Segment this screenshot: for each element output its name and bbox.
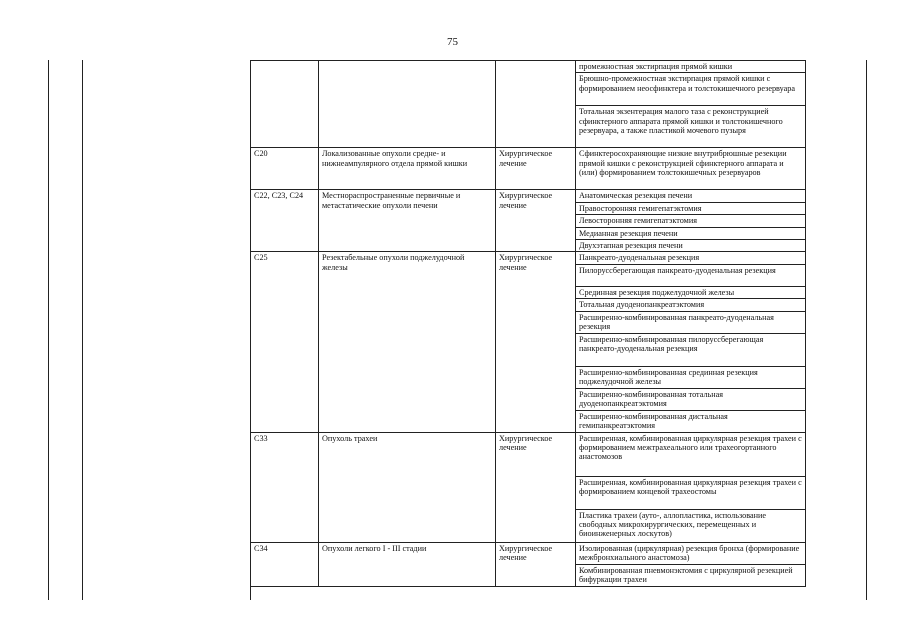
- treatment-table-body: [251, 61, 806, 587]
- treatment-type-cell: [496, 61, 576, 148]
- left-border-line: [48, 60, 49, 600]
- method-cell: Расширенно-комбинированная панкреато-дуоденальная резекция: [576, 311, 806, 333]
- method-cell: Расширенно-комбинированная пилоруссберегающая панкреато-дуоденальная резекция: [576, 333, 806, 366]
- diagnosis-cell: Локализованные опухоли средне- и нижнеампулярного отдела прямой кишки: [319, 148, 496, 190]
- table-row: [251, 432, 806, 476]
- diagnosis-cell: Местнораспространенные первичные и метастатические опухоли печени: [319, 190, 496, 252]
- diagnosis-code-cell: C33: [251, 432, 319, 542]
- diagnosis-cell: Резектабельные опухоли поджелудочной железы: [319, 252, 496, 432]
- method-cell: Расширенная, комбинированная циркулярная резекция трахеи с формированием концевой трахеостомы: [576, 476, 806, 509]
- diagnosis-code-cell: C20: [251, 148, 319, 190]
- method-cell: Панкреато-дуоденальная резекция: [576, 252, 806, 264]
- method-cell: Комбинированная пневмонэктомия с циркулярной резекцией бифуркации трахеи: [576, 564, 806, 586]
- method-cell: Изолированная (циркулярная) резекция бронха (формирование межбронхиального анастомоза): [576, 542, 806, 564]
- method-cell: Расширенная, комбинированная циркулярная резекция трахеи с формированием межтрахеального или трахеогортанного анастомозов: [576, 432, 806, 476]
- diagnosis-code-cell: [251, 61, 319, 148]
- method-cell: Расширенно-комбинированная срединная резекция поджелудочной железы: [576, 366, 806, 388]
- treatment-type-cell: Хирургическое лечение: [496, 432, 576, 542]
- method-cell: Расширенно-комбинированная тотальная дуоденопанкреатэктомия: [576, 388, 806, 410]
- diagnosis-cell: Опухоль трахеи: [319, 432, 496, 542]
- diagnosis-cell: Опухоли легкого I - III стадии: [319, 542, 496, 586]
- method-cell: Сфинктеросохраняющие низкие внутрибрюшные резекции прямой кишки с реконструкцией сфинктерного аппарата и (или) формированием толстокишечных резервуаров: [576, 148, 806, 190]
- table-row: [251, 148, 806, 190]
- method-cell: Расширенно-комбинированная дистальная гемипанкреатэктомия: [576, 410, 806, 432]
- diagnosis-code-cell: C25: [251, 252, 319, 432]
- table-row: [251, 252, 806, 264]
- method-cell: Анатомическая резекция печени: [576, 190, 806, 202]
- method-cell: Тотальная дуоденопанкреатэктомия: [576, 299, 806, 311]
- right-border-line: [866, 60, 867, 600]
- diagnosis-code-cell: C34: [251, 542, 319, 586]
- method-cell: Брюшно-промежностная экстирпация прямой кишки с формированием неосфинктера и толстокишечного резервуара: [576, 73, 806, 106]
- table-row: [251, 61, 806, 73]
- method-cell: Срединная резекция поджелудочной железы: [576, 286, 806, 298]
- treatment-type-cell: Хирургическое лечение: [496, 190, 576, 252]
- treatment-type-cell: Хирургическое лечение: [496, 542, 576, 586]
- page-number: 75: [447, 36, 458, 48]
- column-divider-line: [82, 60, 83, 600]
- diagnosis-code-cell: C22, C23, C24: [251, 190, 319, 252]
- method-cell: Двухэтапная резекция печени: [576, 240, 806, 252]
- method-cell: Медианная резекция печени: [576, 227, 806, 239]
- diagnosis-cell: [319, 61, 496, 148]
- method-cell: Левосторонняя гемигепатэктомия: [576, 215, 806, 227]
- method-cell: Тотальная экзентерация малого таза с реконструкцией сфинктерного аппарата прямой кишки и толстокишечного резервуара, а также пластикой мочевого пузыря: [576, 106, 806, 148]
- table-row: [251, 542, 806, 564]
- treatment-type-cell: Хирургическое лечение: [496, 252, 576, 432]
- method-cell: Пластика трахеи (ауто-, аллопластика, использование свободных микрохирургических, перемещенных и биоинженерных лоскутов): [576, 509, 806, 542]
- method-cell: Правосторонняя гемигепатэктомия: [576, 202, 806, 214]
- table-row: [251, 190, 806, 202]
- method-cell: Пилоруссберегающая панкреато-дуоденальная резекция: [576, 264, 806, 286]
- method-cell: промежностная экстирпация прямой кишки: [576, 61, 806, 73]
- treatment-type-cell: Хирургическое лечение: [496, 148, 576, 190]
- treatment-table: [250, 60, 806, 587]
